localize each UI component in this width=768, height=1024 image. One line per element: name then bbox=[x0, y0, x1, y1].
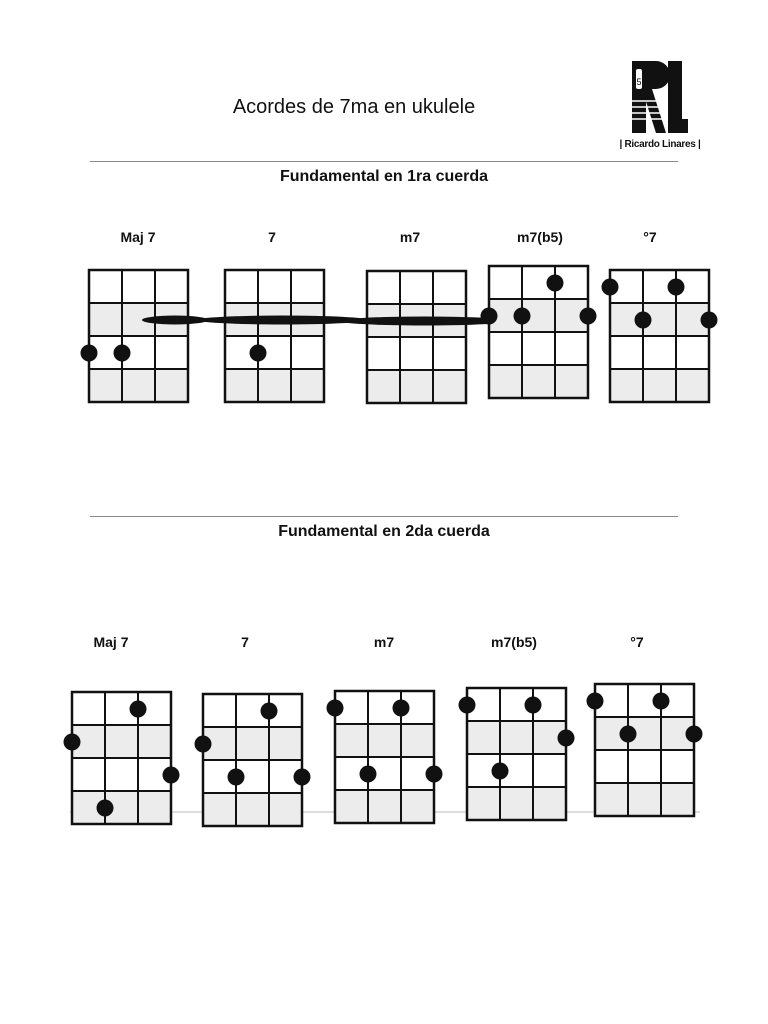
chord-name: m7 bbox=[399, 229, 421, 245]
finger-dot bbox=[668, 279, 685, 296]
finger-dot bbox=[81, 345, 98, 362]
finger-dot bbox=[97, 800, 114, 817]
chord-diagram bbox=[195, 694, 311, 826]
logo-caption: | Ricardo Linares | bbox=[619, 139, 701, 150]
chord-diagram bbox=[459, 688, 575, 820]
finger-dot bbox=[393, 700, 410, 717]
finger-dot bbox=[525, 697, 542, 714]
chord-diagram bbox=[197, 270, 368, 402]
finger-dot bbox=[459, 697, 476, 714]
finger-dot bbox=[163, 767, 180, 784]
section-title-2: Fundamental en 2da cuerda bbox=[278, 523, 490, 540]
fret-shade bbox=[72, 791, 171, 824]
chord-name: °7 bbox=[630, 634, 644, 650]
finger-dot bbox=[514, 308, 531, 325]
chord-name: m7 bbox=[373, 634, 395, 650]
finger-dot bbox=[602, 279, 619, 296]
chord-diagram bbox=[587, 684, 703, 816]
fret-shade bbox=[595, 717, 694, 750]
chord-name: m7(b5) bbox=[517, 229, 563, 245]
fret-shade bbox=[489, 365, 588, 398]
fret-shade bbox=[335, 724, 434, 757]
finger-dot bbox=[558, 730, 575, 747]
fret-shade bbox=[610, 369, 709, 402]
finger-dot bbox=[492, 763, 509, 780]
chord-name: °7 bbox=[643, 229, 657, 245]
fret-shade bbox=[335, 790, 434, 823]
finger-dot bbox=[261, 703, 278, 720]
chord-name: m7(b5) bbox=[491, 634, 537, 650]
finger-dot bbox=[327, 700, 344, 717]
chord-name: Maj 7 bbox=[120, 229, 156, 245]
finger-dot bbox=[686, 726, 703, 743]
fret-shade bbox=[203, 727, 302, 760]
fret-shade bbox=[467, 721, 566, 754]
finger-dot bbox=[294, 769, 311, 786]
chord-diagram bbox=[327, 691, 443, 823]
finger-dot bbox=[620, 726, 637, 743]
fret-shade bbox=[467, 787, 566, 820]
finger-dot bbox=[360, 766, 377, 783]
chord-name: 7 bbox=[241, 634, 249, 650]
finger-dot bbox=[635, 312, 652, 329]
finger-dot bbox=[587, 693, 604, 710]
chord-diagram bbox=[81, 270, 209, 402]
chord-diagram bbox=[602, 270, 718, 402]
fret-shade bbox=[489, 299, 588, 332]
chord-name: Maj 7 bbox=[93, 634, 129, 650]
finger-dot bbox=[114, 345, 131, 362]
fret-shade bbox=[72, 725, 171, 758]
chord-diagram bbox=[64, 692, 180, 824]
section-title-1: Fundamental en 1ra cuerda bbox=[279, 168, 489, 185]
chord-diagram bbox=[481, 266, 597, 398]
fret-shade bbox=[367, 370, 466, 403]
finger-dot bbox=[547, 275, 564, 292]
fret-shade bbox=[610, 303, 709, 336]
fret-shade bbox=[203, 793, 302, 826]
chord-diagram bbox=[339, 271, 510, 403]
finger-dot bbox=[580, 308, 597, 325]
page-title: Acordes de 7ma en ukulele bbox=[232, 96, 476, 118]
fret-shade bbox=[225, 369, 324, 402]
svg-text:5: 5 bbox=[636, 77, 642, 87]
chord-name: 7 bbox=[268, 229, 276, 245]
finger-dot bbox=[653, 693, 670, 710]
finger-dot bbox=[481, 308, 498, 325]
fret-shade bbox=[89, 369, 188, 402]
finger-dot bbox=[250, 345, 267, 362]
finger-dot bbox=[195, 736, 212, 753]
finger-dot bbox=[701, 312, 718, 329]
finger-dot bbox=[228, 769, 245, 786]
finger-dot bbox=[426, 766, 443, 783]
fret-shade bbox=[595, 783, 694, 816]
finger-dot bbox=[64, 734, 81, 751]
finger-dot bbox=[130, 701, 147, 718]
